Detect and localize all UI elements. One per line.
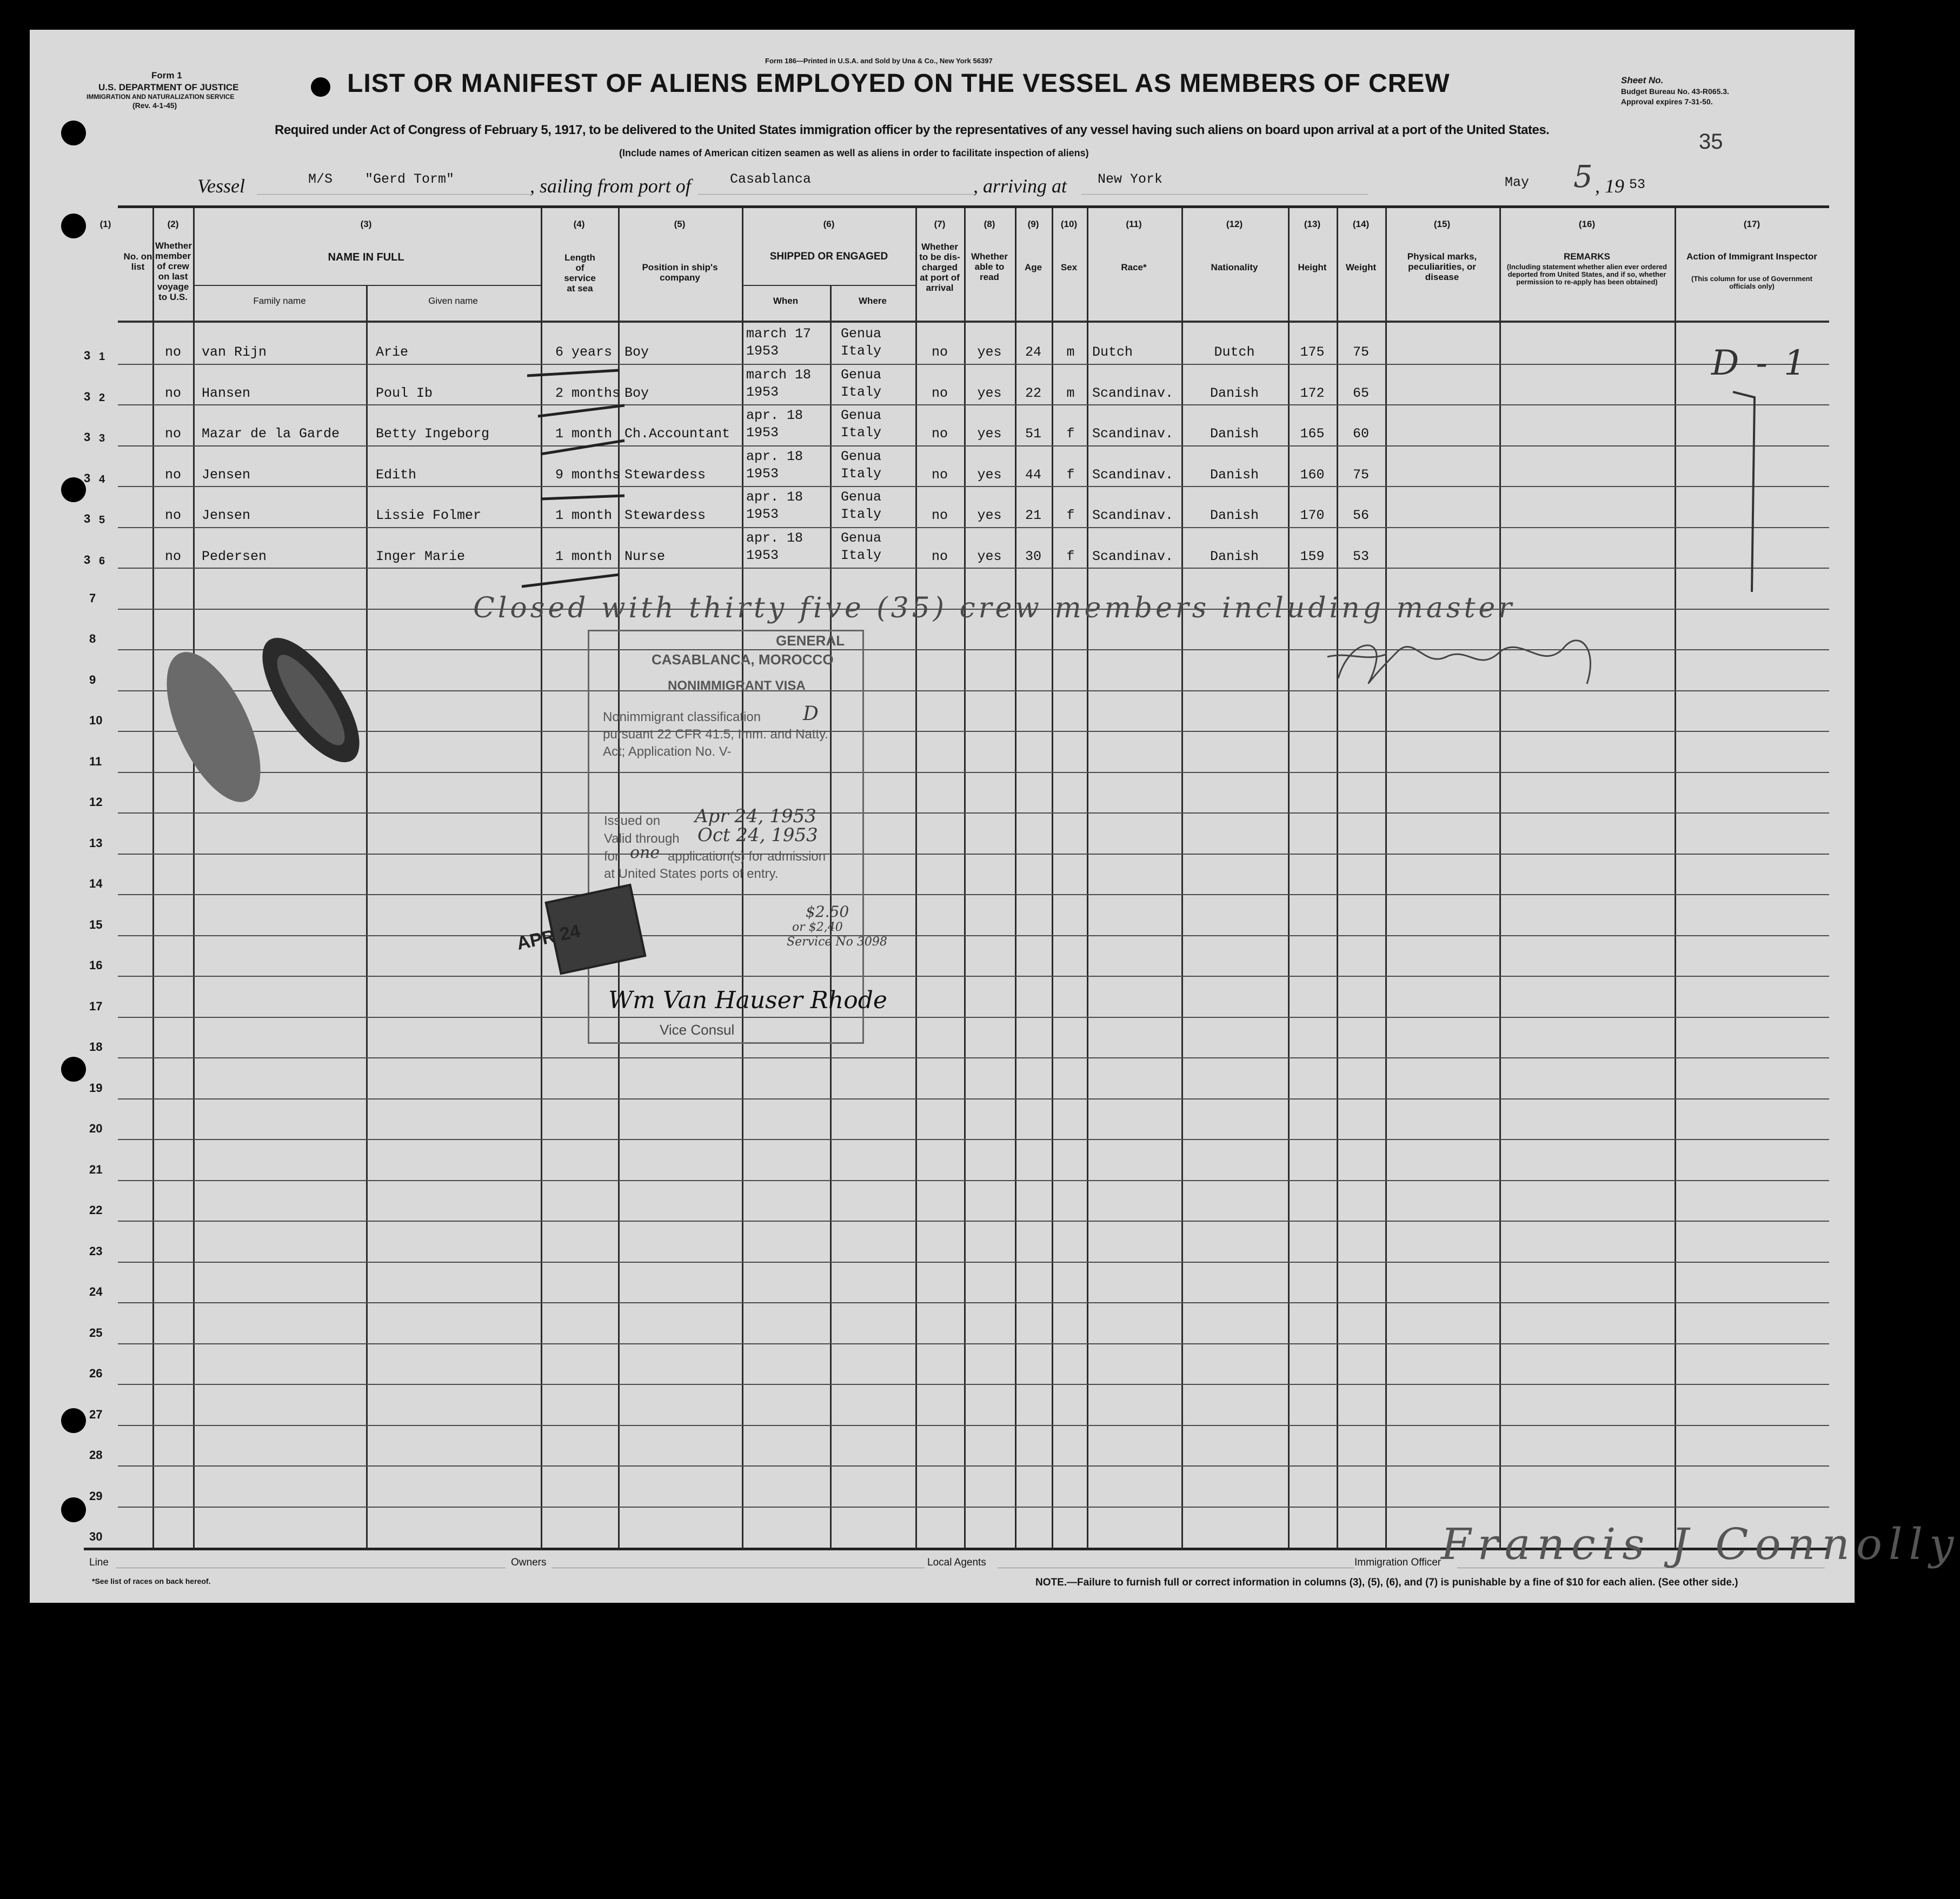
given-name-cell: Lissie Folmer <box>376 508 482 523</box>
row-rule <box>118 1180 1829 1181</box>
height-cell: 165 <box>1300 426 1325 442</box>
row-rule <box>118 935 1829 936</box>
discharged-cell: no <box>931 385 948 401</box>
last-voyage-cell: no <box>164 467 182 483</box>
stamp-line4-hand: D <box>803 703 819 725</box>
inspector-action: D-1 <box>1711 343 1822 383</box>
able-to-read-cell: yes <box>977 426 1002 442</box>
stamp-valid-date: Oct 24, 1953 <box>697 824 818 846</box>
age-cell: 51 <box>1025 426 1042 442</box>
stamp-line4: Nonimmigrant classification <box>603 710 761 724</box>
shipped-where-cell: Genua <box>841 326 882 342</box>
consul-signature: Wm Van Hauser Rhode <box>608 987 887 1014</box>
table-header-rule <box>118 321 1829 323</box>
row-rule <box>118 364 1829 365</box>
able-to-read-cell: yes <box>977 508 1002 523</box>
seal-blot-icon <box>143 624 414 830</box>
manifest-sheet <box>30 30 1960 1603</box>
col-label-1: No. on list <box>123 251 152 272</box>
shipped-year-cell: 1953 <box>746 425 779 441</box>
row-rule <box>118 1262 1829 1263</box>
row-number: 20 <box>89 1122 103 1135</box>
col-label-3: NAME IN FULL <box>328 251 404 263</box>
age-cell: 30 <box>1025 548 1042 564</box>
row-number: 6 <box>99 555 105 567</box>
arriving-at-label: , arriving at <box>973 175 1067 197</box>
weight-cell: 56 <box>1352 508 1370 523</box>
col-num-4: (4) <box>573 219 585 229</box>
punch-hole <box>61 121 86 145</box>
inspector-bracket-mark <box>1728 387 1771 603</box>
col-label-6: SHIPPED OR ENGAGED <box>769 251 888 262</box>
col-num-12: (12) <box>1226 219 1243 229</box>
service-length-cell: 1 month <box>555 426 613 442</box>
shipped-country-cell: Italy <box>841 507 882 522</box>
printer-line: Form 186—Printed in U.S.A. and Sold by Una & Co., New York 56397 <box>765 57 993 65</box>
footer-owners-label: Owners <box>511 1557 547 1568</box>
row-number: 17 <box>89 999 103 1013</box>
service-length-cell: 2 months <box>555 385 621 401</box>
sailing-port: Casablanca <box>730 171 812 187</box>
service-line: IMMIGRATION AND NATURALIZATION SERVICE <box>87 93 235 101</box>
nationality-cell: Danish <box>1210 467 1259 483</box>
shipped-year-cell: 1953 <box>746 384 779 400</box>
weight-cell: 75 <box>1352 344 1370 360</box>
row-number: 26 <box>89 1367 103 1380</box>
shipped-when-cell: march 17 <box>746 326 812 342</box>
sailing-from-label: , sailing from port of <box>530 175 691 197</box>
given-name-cell: Arie <box>376 344 409 360</box>
row-list-prefix: 3 <box>84 430 91 444</box>
col-num-14: (14) <box>1352 219 1370 229</box>
shipped-year-cell: 1953 <box>746 465 779 482</box>
row-list-prefix: 3 <box>84 512 91 525</box>
col-num-17: (17) <box>1743 219 1760 229</box>
col-label-4: Length of service at sea <box>564 252 596 294</box>
service-length-cell: 9 months <box>555 467 621 483</box>
col-label-12: Nationality <box>1211 262 1258 272</box>
col-label-10: Sex <box>1060 262 1078 272</box>
row-number: 2 <box>99 391 105 404</box>
row-list-prefix: 3 <box>84 349 91 362</box>
stamp-for-rest: application(s) for admission <box>668 849 826 864</box>
height-cell: 160 <box>1300 467 1325 483</box>
shipped-year-cell: 1953 <box>746 547 779 563</box>
row-rule <box>118 527 1829 528</box>
family-name-header: Family name <box>253 296 306 306</box>
col-num-15: (15) <box>1433 219 1451 229</box>
race-cell: Scandinav. <box>1092 467 1174 483</box>
last-voyage-cell: no <box>164 508 182 523</box>
stamp-issued-date: Apr 24, 1953 <box>695 805 816 827</box>
age-cell: 21 <box>1025 508 1042 523</box>
stamp-for-label: for <box>604 849 620 864</box>
col-num-5: (5) <box>674 219 686 229</box>
race-cell: Scandinav. <box>1092 548 1174 564</box>
sex-cell: m <box>1066 385 1075 401</box>
row-number: 28 <box>89 1448 103 1462</box>
shipped-where-cell: Genua <box>841 489 882 505</box>
height-cell: 175 <box>1300 344 1325 360</box>
last-voyage-cell: no <box>164 548 182 564</box>
row-number: 24 <box>89 1285 103 1298</box>
sex-cell: f <box>1066 467 1075 483</box>
position-cell: Boy <box>624 344 649 360</box>
col-num-11: (11) <box>1126 219 1142 229</box>
row-rule <box>118 854 1829 855</box>
row-rule <box>118 445 1829 447</box>
closing-signature-scribble <box>1317 619 1609 695</box>
stamp-line3: NONIMMIGRANT VISA <box>668 678 806 693</box>
row-number: 11 <box>89 754 102 768</box>
row-rule <box>118 1302 1829 1303</box>
nationality-cell: Dutch <box>1214 344 1255 360</box>
position-cell: Nurse <box>624 548 666 564</box>
shipped-when-cell: apr. 18 <box>746 408 803 423</box>
row-rule <box>118 568 1829 569</box>
weight-cell: 65 <box>1352 385 1370 401</box>
closing-note: Closed with thirty five (35) crew members including master <box>473 592 1515 624</box>
row-number: 29 <box>89 1489 103 1503</box>
col-num-10: (10) <box>1060 219 1078 229</box>
row-rule <box>118 894 1829 895</box>
stamp-line5: pursuant 22 CFR 41.5, Imm. and Natty. <box>603 727 829 742</box>
row-number: 1 <box>99 351 105 363</box>
discharged-cell: no <box>931 467 948 483</box>
col-label-8: Whether able to read <box>971 251 1008 282</box>
row-number: 23 <box>89 1244 103 1258</box>
row-rule <box>118 1221 1829 1222</box>
row-number: 3 <box>99 432 105 444</box>
age-cell: 44 <box>1025 467 1042 483</box>
given-name-header: Given name <box>428 296 478 306</box>
row-rule <box>118 1098 1829 1100</box>
nationality-cell: Danish <box>1210 508 1259 523</box>
stamp-received-date: APR 24 <box>515 921 582 954</box>
sheet-number-label: Sheet No. <box>1621 75 1664 85</box>
department-line: U.S. DEPARTMENT OF JUSTICE <box>98 82 239 92</box>
col-num-16: (16) <box>1578 219 1596 229</box>
where-header: Where <box>859 296 887 306</box>
punch-hole <box>311 77 330 97</box>
able-to-read-cell: yes <box>977 385 1002 401</box>
stamp-line2: CASABLANCA, MOROCCO <box>652 651 834 668</box>
budget-bureau: Budget Bureau No. 43-R065.3. <box>1621 87 1729 96</box>
row-number: 22 <box>89 1203 103 1217</box>
arrival-month: May <box>1505 175 1530 190</box>
arrival-port: New York <box>1098 171 1163 187</box>
weight-cell: 75 <box>1352 467 1370 483</box>
nationality-cell: Danish <box>1210 426 1259 442</box>
row-number: 30 <box>89 1530 103 1543</box>
col-label-11: Race* <box>1121 262 1147 272</box>
subtitle-note: (Include names of American citizen seamen as well as aliens in order to facilitate inspection of aliens) <box>619 148 1089 158</box>
col-num-1: (1) <box>99 219 111 229</box>
age-cell: 22 <box>1025 385 1042 401</box>
row-number: 18 <box>89 1040 103 1054</box>
weight-cell: 60 <box>1352 426 1370 442</box>
subtitle: Required under Act of Congress of February 5, 1917, to be delivered to the United States immigration officer by the representatives of any vessel having such aliens on board upon arrival at a port of the United States. <box>275 123 1550 137</box>
family-name-cell: Mazar de la Garde <box>202 426 340 442</box>
shipped-when-cell: apr. 18 <box>746 530 803 546</box>
footer-local-agents-label: Local Agents <box>927 1557 986 1568</box>
row-rule <box>118 1384 1829 1385</box>
table-top-rule <box>118 205 1829 208</box>
row-number: 16 <box>89 958 103 972</box>
stamp-line1: GENERAL <box>776 632 845 649</box>
vessel-label: Vessel <box>197 175 245 197</box>
arrival-day: 5 <box>1573 159 1593 195</box>
able-to-read-cell: yes <box>977 548 1002 564</box>
shipped-country-cell: Italy <box>841 547 882 563</box>
row-number: 10 <box>89 714 103 727</box>
stamp-ports-line: at United States ports of entry. <box>604 867 779 881</box>
nationality-cell: Danish <box>1210 385 1259 401</box>
given-name-cell: Betty Ingeborg <box>376 426 490 442</box>
col-num-2: (2) <box>167 219 179 229</box>
row-number: 13 <box>89 836 103 850</box>
age-cell: 24 <box>1025 344 1042 360</box>
stamp-valid-label: Valid through <box>604 831 680 846</box>
row-rule <box>118 1343 1829 1344</box>
service-length-cell: 1 month <box>555 508 613 523</box>
weight-cell: 53 <box>1352 548 1370 564</box>
approval-expires: Approval expires 7-31-50. <box>1621 97 1713 106</box>
col-label-17: Action of Immigrant Inspector <box>1686 251 1817 262</box>
arrival-year: 53 <box>1629 177 1646 192</box>
arrival-year-prefix: , 19 <box>1595 175 1624 197</box>
col-label-2: Whether member of crew on last voyage to U.S. <box>155 241 192 302</box>
race-cell: Scandinav. <box>1092 385 1174 401</box>
col-num-6: (6) <box>823 219 835 229</box>
last-voyage-cell: no <box>164 344 182 360</box>
service-length-cell: 1 month <box>555 548 613 564</box>
punch-hole <box>61 1497 86 1522</box>
row-rule <box>118 404 1829 405</box>
row-list-prefix: 3 <box>84 552 91 567</box>
punch-hole <box>61 477 86 502</box>
row-rule <box>118 1425 1829 1426</box>
footer-note: NOTE.—Failure to furnish full or correct information in columns (3), (5), (6), and (7) is punishable by a fine of $10 for each alien. (See other side.) <box>1035 1577 1738 1588</box>
col-num-8: (8) <box>984 219 995 229</box>
row-list-prefix: 3 <box>84 389 91 403</box>
col-label-7: Whether to be dis-charged at port of arrival <box>919 242 960 293</box>
col-num-7: (7) <box>934 219 946 229</box>
col-num-9: (9) <box>1027 219 1039 229</box>
col-label-14: Weight <box>1345 262 1377 272</box>
remarks-note: (Including statement whether alien ever ordered deported from United States, and if so, whether permission to re-apply has been obtained) <box>1506 263 1667 286</box>
position-cell: Boy <box>624 385 649 401</box>
row-rule <box>118 1017 1829 1018</box>
family-name-cell: Hansen <box>202 385 251 401</box>
family-name-cell: van Rijn <box>202 344 267 360</box>
col-label-5: Position in ship's company <box>642 262 718 283</box>
row-number: 7 <box>89 591 96 605</box>
row-rule <box>118 976 1829 977</box>
stamp-fee-3: Service No 3098 <box>787 935 887 949</box>
shipped-when-cell: apr. 18 <box>746 489 803 505</box>
revision-line: (Rev. 4-1-45) <box>132 101 177 110</box>
col-label-15: Physical marks, peculiarities, or disease <box>1407 251 1477 282</box>
sex-cell: f <box>1066 508 1075 523</box>
shipped-where-cell: Genua <box>841 408 882 423</box>
position-cell: Stewardess <box>624 508 706 523</box>
shipped-year-cell: 1953 <box>746 507 779 522</box>
vessel-name: M/S "Gerd Torm" <box>308 171 455 187</box>
shipped-where-cell: Genua <box>841 367 882 383</box>
shipped-when-cell: apr. 18 <box>746 448 803 464</box>
row-rule <box>118 486 1829 487</box>
sex-cell: f <box>1066 548 1075 564</box>
race-cell: Dutch <box>1092 344 1133 360</box>
col-num-13: (13) <box>1304 219 1321 229</box>
sheet-number-hand: 35 <box>1699 130 1723 154</box>
height-cell: 170 <box>1300 508 1325 523</box>
col-num-3: (3) <box>360 219 372 229</box>
races-note: *See list of races on back hereof. <box>92 1577 211 1585</box>
sex-cell: f <box>1066 426 1075 442</box>
stamp-for-count: one <box>630 843 660 862</box>
row-list-prefix: 3 <box>84 471 91 485</box>
row-number: 25 <box>89 1325 103 1340</box>
punch-hole <box>61 1057 86 1082</box>
shipped-year-cell: 1953 <box>746 343 779 359</box>
inspector-note: (This column for use of Government officials only) <box>1691 275 1812 290</box>
position-cell: Stewardess <box>624 467 706 483</box>
last-voyage-cell: no <box>164 385 182 401</box>
race-cell: Scandinav. <box>1092 508 1174 523</box>
shipped-country-cell: Italy <box>841 465 882 482</box>
discharged-cell: no <box>931 508 948 523</box>
service-length-cell: 6 years <box>555 344 613 360</box>
stamp-issued-label: Issued on <box>604 814 661 828</box>
when-header: When <box>773 296 799 306</box>
strike-marks <box>516 354 652 597</box>
shipped-country-cell: Italy <box>841 425 882 441</box>
last-voyage-cell: no <box>164 426 182 442</box>
stamp-fee-1: $2.50 <box>806 903 849 921</box>
row-number: 19 <box>89 1081 103 1095</box>
row-number: 15 <box>89 917 103 931</box>
able-to-read-cell: yes <box>977 467 1002 483</box>
shipped-country-cell: Italy <box>841 384 882 400</box>
given-name-cell: Inger Marie <box>376 548 466 564</box>
shipped-where-cell: Genua <box>841 530 882 546</box>
row-number: 9 <box>89 672 96 687</box>
row-rule <box>118 1057 1829 1058</box>
shipped-country-cell: Italy <box>841 343 882 359</box>
vice-consul-label: Vice Consul <box>660 1022 735 1038</box>
given-name-cell: Poul Ib <box>376 385 433 401</box>
family-name-cell: Pedersen <box>202 548 267 564</box>
row-rule <box>118 1139 1829 1140</box>
row-number: 8 <box>89 632 96 645</box>
stamp-line6: Act; Application No. V- <box>603 744 732 759</box>
family-name-cell: Jensen <box>202 508 251 523</box>
discharged-cell: no <box>931 548 948 564</box>
form-number: Form 1 <box>151 70 182 81</box>
discharged-cell: no <box>931 344 948 360</box>
nationality-cell: Danish <box>1210 548 1259 564</box>
row-number: 4 <box>99 473 105 485</box>
col-label-13: Height <box>1298 262 1327 272</box>
position-cell: Ch.Accountant <box>624 426 730 442</box>
row-number: 5 <box>99 514 105 526</box>
footer-line-label: Line <box>89 1557 109 1568</box>
row-number: 12 <box>89 795 103 809</box>
row-number: 14 <box>89 877 103 890</box>
able-to-read-cell: yes <box>977 344 1002 360</box>
stamp-fee-2: or $2,40 <box>792 921 843 934</box>
punch-hole <box>61 214 86 238</box>
race-cell: Scandinav. <box>1092 426 1174 442</box>
footer-immigration-officer-label: Immigration Officer <box>1354 1557 1441 1568</box>
row-number: 21 <box>89 1162 103 1176</box>
discharged-cell: no <box>931 426 948 442</box>
row-rule <box>118 1465 1829 1467</box>
sex-cell: m <box>1066 344 1075 360</box>
shipped-when-cell: march 18 <box>746 367 812 383</box>
officer-signature: Francis J Connolly <box>1441 1519 1960 1569</box>
height-cell: 159 <box>1300 548 1325 564</box>
row-rule <box>118 1507 1829 1508</box>
col-label-9: Age <box>1024 262 1042 272</box>
row-number: 27 <box>89 1407 103 1421</box>
family-name-cell: Jensen <box>202 467 251 483</box>
page-title: LIST OR MANIFEST OF ALIENS EMPLOYED ON THE VESSEL AS MEMBERS OF CREW <box>347 69 1450 98</box>
given-name-cell: Edith <box>376 467 417 483</box>
shipped-where-cell: Genua <box>841 448 882 464</box>
punch-hole <box>61 1408 86 1433</box>
height-cell: 172 <box>1300 385 1325 401</box>
col-label-16: REMARKS <box>1564 251 1610 262</box>
